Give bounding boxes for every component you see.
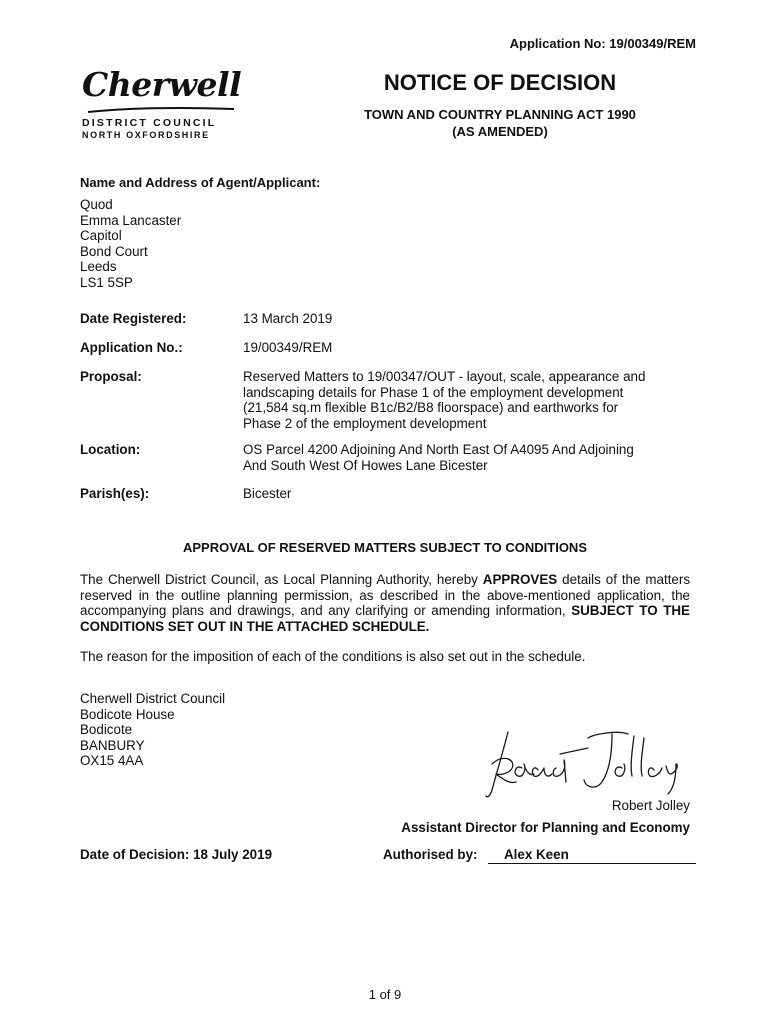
decision-approves: APPROVES [482, 572, 558, 587]
logo-wordmark: Cherwell [82, 65, 242, 104]
parish-label: Parish(es): [80, 486, 150, 501]
proposal-line: Reserved Matters to 19/00347/OUT - layout, scale, appearance and [243, 369, 646, 384]
proposal-value [243, 369, 683, 431]
agent-address-line: Capitol [80, 228, 122, 244]
agent-address-line: Emma Lancaster [80, 212, 182, 228]
council-address-line: Bodicote [80, 722, 133, 738]
authorised-by-name: Alex Keen [504, 847, 569, 862]
decision-date: Date of Decision: 18 July 2019 [80, 847, 273, 862]
logo-swoosh-icon [86, 106, 236, 114]
proposal-line: Phase 2 of the employment development [243, 415, 487, 431]
logo-north-oxfordshire: NORTH OXFORDSHIRE [82, 130, 210, 140]
signer-title: Assistant Director for Planning and Economy [401, 820, 690, 835]
act-line-1: TOWN AND COUNTRY PLANNING ACT 1990 [364, 107, 636, 122]
reason-paragraph: The reason for the imposition of each of the conditions is also set out in the schedule. [80, 649, 586, 664]
date-registered-label: Date Registered: [80, 311, 187, 326]
date-registered-value: 13 March 2019 [243, 311, 333, 326]
application-number-label: Application No.: [80, 340, 183, 355]
decision-paragraph [80, 572, 690, 634]
application-number-header: Application No: 19/00349/REM [509, 36, 696, 51]
application-number-value: 19/00349/REM [243, 340, 333, 355]
location-line: And South West Of Howes Lane Bicester [243, 457, 488, 473]
notice-title: NOTICE OF DECISION [383, 70, 617, 95]
handwritten-signature [478, 724, 698, 800]
agent-address-line: Bond Court [80, 243, 148, 259]
council-address [80, 691, 225, 769]
act-heading [320, 106, 680, 140]
approval-heading: APPROVAL OF RESERVED MATTERS SUBJECT TO CONDITIONS [182, 540, 587, 555]
council-address-line: Cherwell District Council [80, 691, 226, 706]
agent-address-line: LS1 5SP [80, 274, 133, 290]
decision-conditions: SUBJECT TO THE CONDITIONS SET OUT IN THE ATTACHED SCHEDULE. [80, 603, 690, 634]
proposal-label: Proposal: [80, 369, 142, 384]
council-address-line: Bodicote House [80, 706, 175, 722]
decision-text-part: details of the matters reserved in the outline planning permission, as described in the above-mentioned application, the accompanying plans and drawings, and any clarifying or amending information, [80, 572, 691, 619]
authorised-by-line [488, 847, 696, 864]
agent-address-line: Quod [80, 197, 113, 212]
location-label: Location: [80, 442, 141, 457]
decision-text-part: The Cherwell District Council, as Local Planning Authority, hereby [80, 572, 483, 587]
location-line: OS Parcel 4200 Adjoining And North East Of A4095 And Adjoining [243, 442, 634, 457]
proposal-line: landscaping details for Phase 1 of the employment development [243, 384, 624, 400]
council-address-line: BANBURY [80, 737, 145, 753]
page-number: 1 of 9 [368, 987, 402, 1002]
signer-name: Robert Jolley [611, 798, 690, 813]
location-value [243, 442, 683, 473]
cherwell-logo [82, 65, 242, 140]
proposal-line: (21,584 sq.m flexible B1c/B2/B8 floorspace) and earthworks for [243, 400, 619, 416]
logo-district-council: DISTRICT COUNCIL [82, 117, 217, 129]
act-line-2: (AS AMENDED) [452, 124, 548, 139]
authorised-by-label: Authorised by: [383, 847, 478, 862]
agent-heading: Name and Address of Agent/Applicant: [80, 175, 321, 190]
parish-value: Bicester [243, 486, 292, 501]
council-address-line: OX15 4AA [80, 753, 144, 769]
agent-address-line: Leeds [80, 259, 117, 275]
agent-address [80, 197, 181, 291]
